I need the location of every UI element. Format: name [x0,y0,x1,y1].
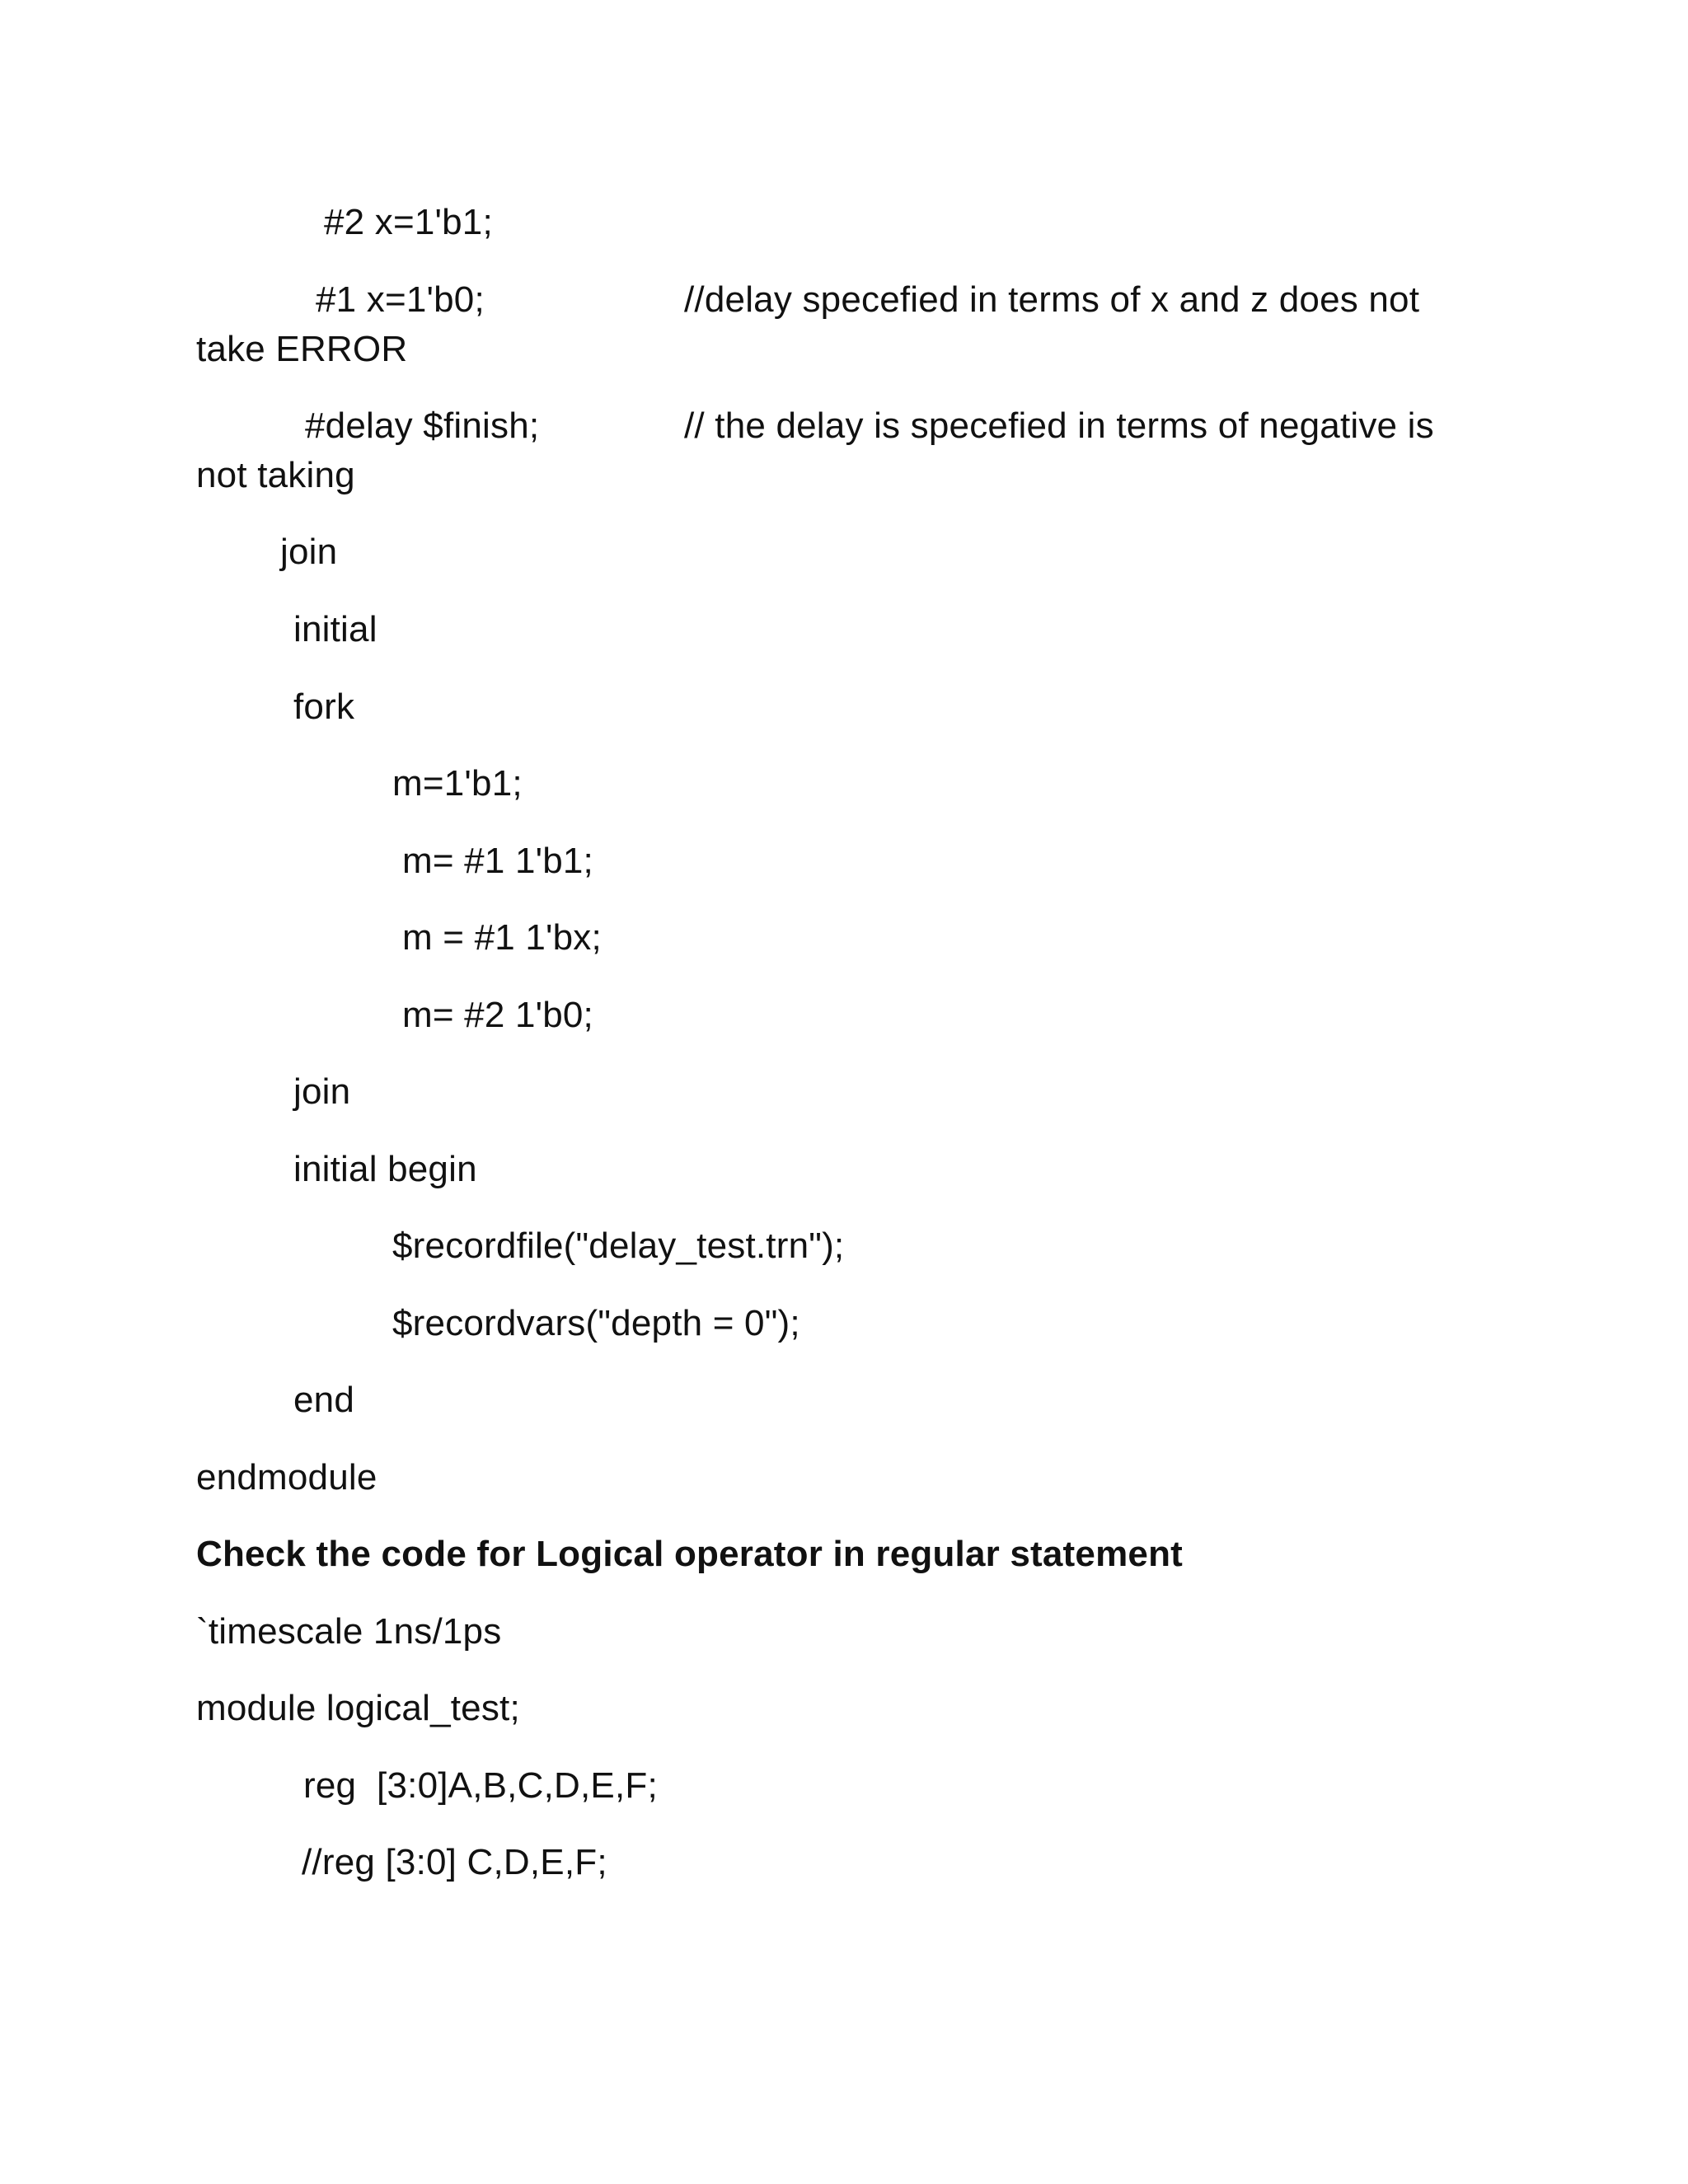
code-line: #1 x=1'b0; [316,279,485,320]
code-line: initial begin [293,1149,477,1189]
code-line: initial [293,609,377,649]
code-line: join [293,1071,351,1112]
code-line: fork [293,687,355,727]
code-line: #delay $finish; [305,405,540,446]
code-line: end [293,1380,355,1420]
code-line: $recordvars("depth = 0"); [392,1303,800,1343]
code-line: m=1'b1; [392,763,523,804]
code-line: endmodule [196,1457,377,1497]
code-line: #2 x=1'b1; [324,202,493,242]
code-line: m = #1 1'bx; [402,917,602,958]
code-comment: // the delay is specefied in terms of negative is [684,405,1434,446]
code-comment: //delay specefied in terms of x and z does not [684,279,1420,320]
code-line: $recordfile("delay_test.trn"); [392,1226,845,1266]
code-comment-continuation: not taking [196,455,355,495]
code-line: reg [3:0]A,B,C,D,E,F; [303,1765,658,1806]
section-heading: Check the code for Logical operator in regular statement [196,1534,1184,1574]
code-line: `timescale 1ns/1ps [196,1611,502,1652]
code-line: join [280,532,338,572]
code-comment-continuation: take ERROR [196,329,408,369]
code-line: m= #2 1'b0; [402,995,593,1035]
code-line: module logical_test; [196,1688,520,1728]
code-line: m= #1 1'b1; [402,841,593,881]
code-comment: //reg [3:0] C,D,E,F; [302,1842,607,1882]
